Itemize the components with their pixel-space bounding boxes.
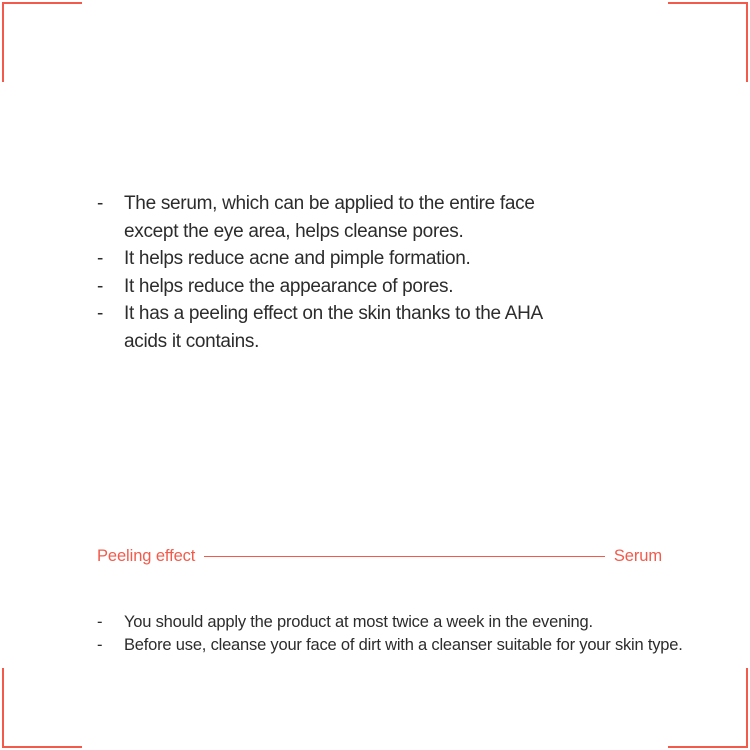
list-item	[97, 611, 712, 634]
section-divider	[97, 546, 662, 567]
list-item-text: Before use, cleanse your face of dirt with a cleanser suitable for your skin type.	[124, 636, 683, 654]
crop-mark-bottom-right	[668, 668, 748, 748]
crop-mark-top-right	[668, 2, 748, 82]
list-item-text: It has a peeling effect on the skin thanks to the AHA acids it contains.	[124, 303, 542, 352]
bullet-dash: -	[97, 248, 104, 269]
usage-list	[97, 611, 712, 657]
list-item-text: The serum, which can be applied to the entire face except the eye area, helps cleanse pores.	[124, 193, 535, 242]
crop-mark-bottom-left	[2, 668, 82, 748]
list-item	[97, 245, 549, 273]
benefits-list	[97, 190, 549, 355]
bullet-dash: -	[97, 636, 103, 654]
list-item	[97, 273, 549, 301]
list-item	[97, 634, 712, 657]
divider-rule	[204, 556, 605, 557]
divider-right-label: Serum	[613, 547, 662, 565]
bullet-dash: -	[97, 193, 104, 214]
bullet-dash: -	[97, 275, 104, 297]
divider-left-label: Peeling effect	[97, 547, 196, 565]
bullet-dash: -	[97, 303, 104, 324]
list-item-text: It helps reduce acne and pimple formation.	[124, 248, 471, 269]
crop-mark-top-left	[2, 2, 82, 82]
bullet-dash: -	[97, 613, 103, 631]
list-item-text: It helps reduce the appearance of pores.	[124, 275, 454, 297]
list-item-text: You should apply the product at most twice a week in the evening.	[124, 613, 593, 631]
list-item	[97, 190, 549, 245]
list-item	[97, 300, 549, 355]
